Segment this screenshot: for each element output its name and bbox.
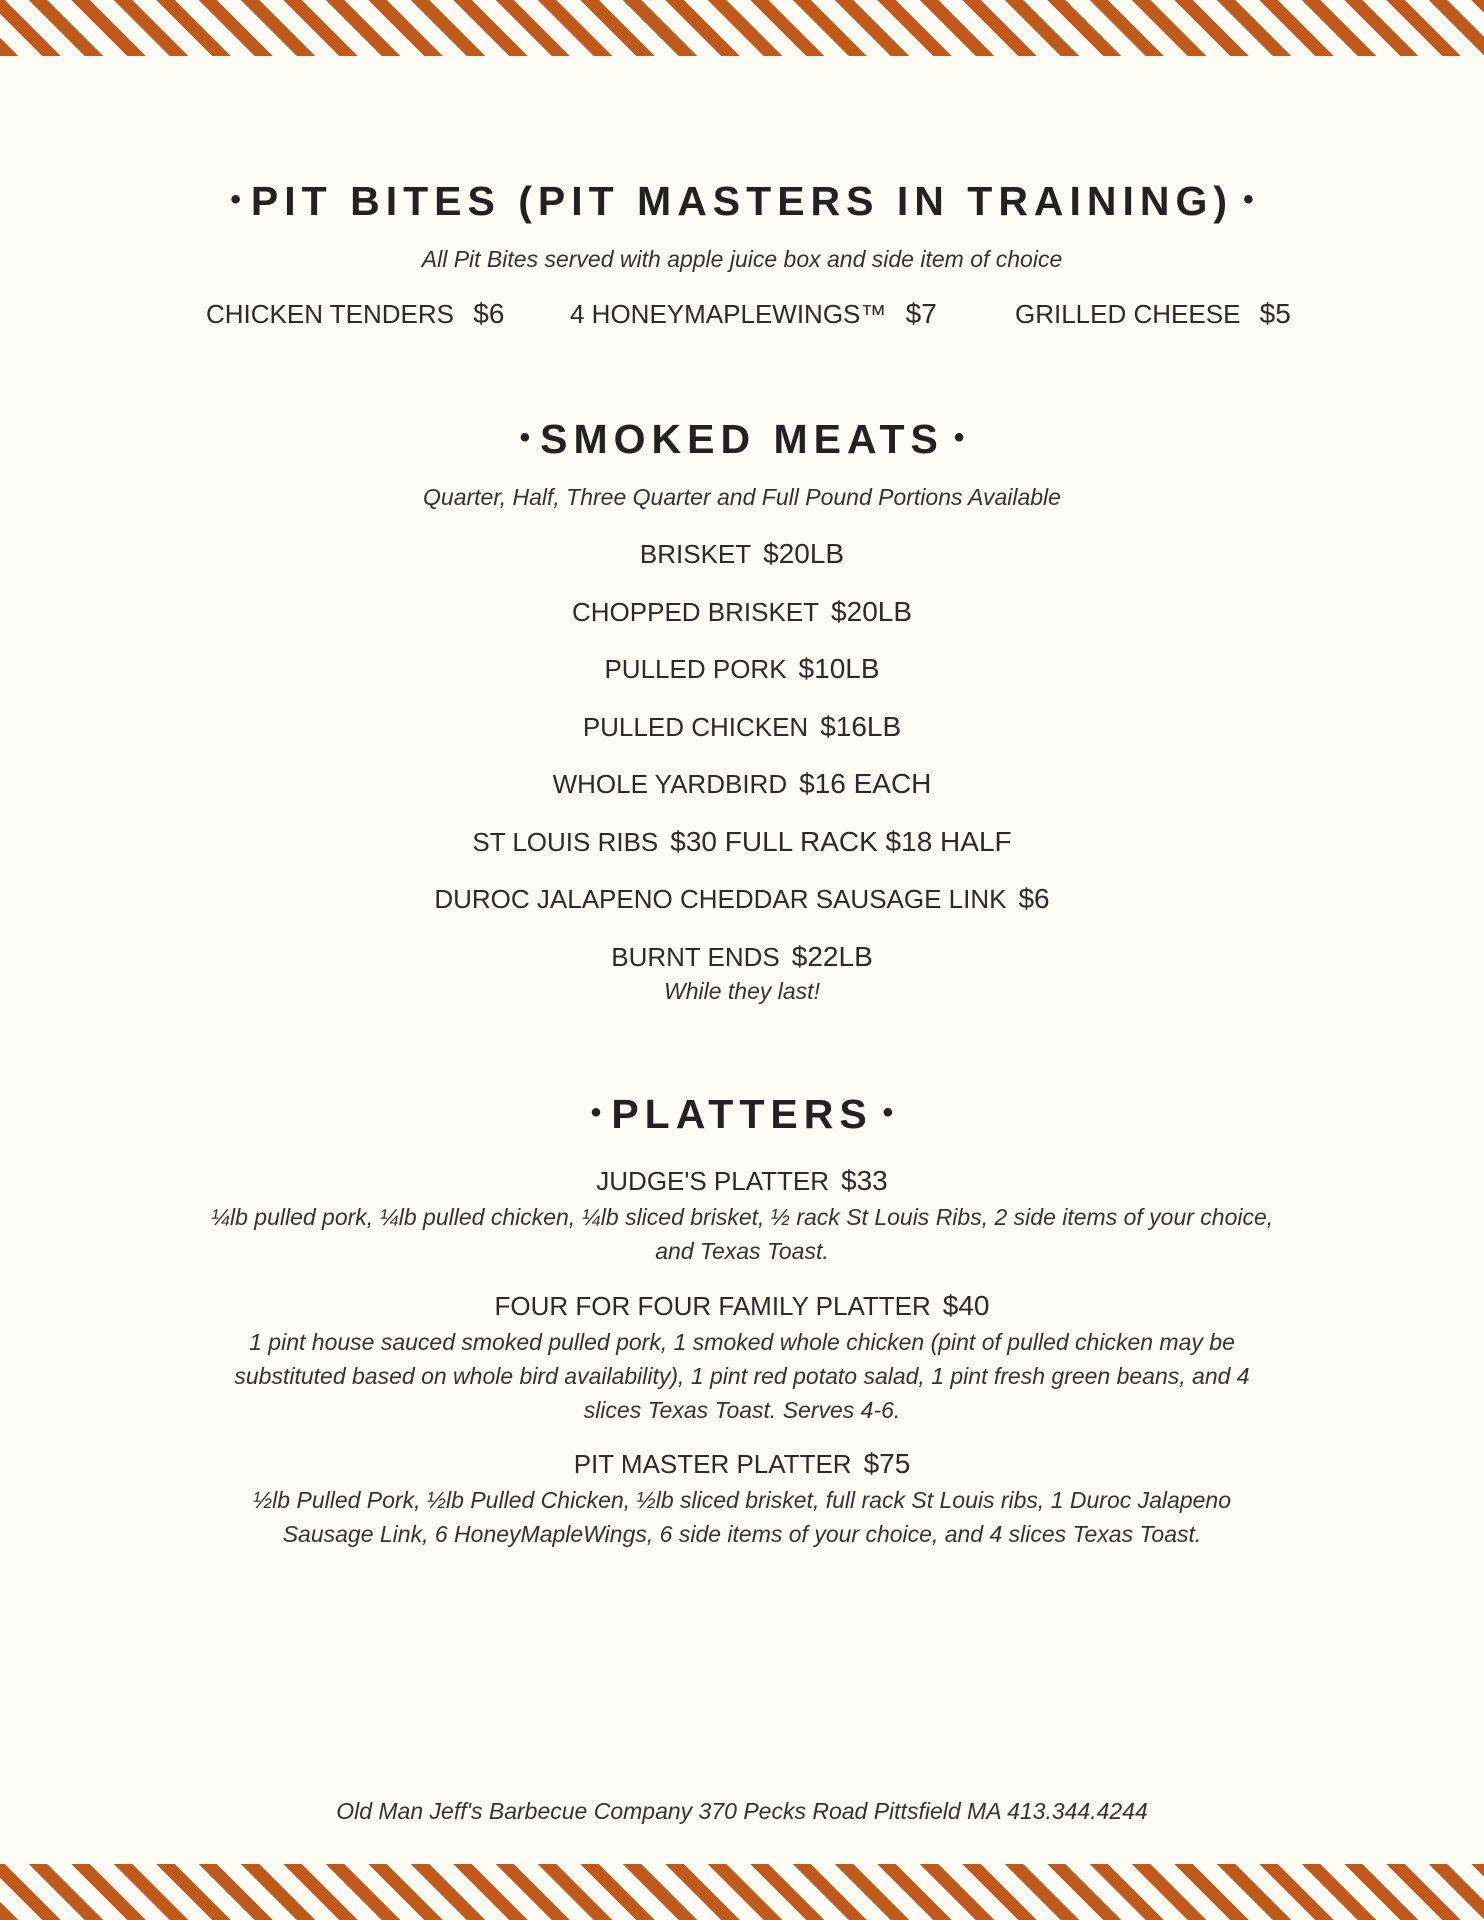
- pit-bites-list: [0, 298, 1484, 338]
- bullet-icon: •: [953, 421, 965, 454]
- platter-name: FOUR FOR FOUR FAMILY PLATTER: [494, 1291, 931, 1321]
- smoked-meats-note: Quarter, Half, Three Quarter and Full Pound Portions Available: [423, 484, 1061, 510]
- item-price: $22LB: [791, 941, 873, 972]
- item-name: WHOLE YARDBIRD: [552, 769, 788, 799]
- item-price: $5: [1259, 298, 1291, 329]
- pit-bites-note: All Pit Bites served with apple juice box and side item of choice: [421, 246, 1063, 272]
- description-line: ½lb Pulled Pork, ½lb Pulled Chicken, ½lb sliced brisket, full rack St Louis ribs, 1 Duroc Jalapeno: [253, 1487, 1231, 1513]
- item-price: $30 FULL RACK $18 HALF: [670, 826, 1012, 857]
- platters-heading: [0, 1091, 1484, 1138]
- description-line: substituted based on whole bird availability), 1 pint red potato salad, 1 pint fresh green beans, and 4: [234, 1363, 1250, 1389]
- item-name: ST LOUIS RIBS: [472, 827, 659, 857]
- list-item: [206, 298, 504, 330]
- list-item: [0, 538, 1484, 570]
- item-name: BRISKET: [639, 539, 752, 569]
- item-price: $20LB: [831, 596, 913, 627]
- item-name: BURNT ENDS: [611, 942, 780, 972]
- burnt-ends-note: While they last!: [664, 978, 820, 1004]
- platter-price: $75: [863, 1448, 911, 1479]
- bullet-icon: •: [230, 183, 241, 216]
- top-stripe-border: [0, 0, 1484, 56]
- platters-title: PLATTERS: [611, 1091, 873, 1137]
- description-line: and Texas Toast.: [655, 1238, 829, 1264]
- item-name: CHOPPED BRISKET: [571, 597, 820, 627]
- list-item: [0, 883, 1484, 915]
- item-price: $20LB: [763, 538, 845, 569]
- list-item: [0, 711, 1484, 743]
- item-name: DUROC JALAPENO CHEDDAR SAUSAGE LINK: [434, 884, 1007, 914]
- smoked-meats-heading: [0, 416, 1484, 463]
- list-item: [0, 653, 1484, 685]
- list-item: [0, 826, 1484, 858]
- description-line: ¼lb pulled pork, ¼lb pulled chicken, ¼lb sliced brisket, ½ rack St Louis Ribs, 2 side items of your choice,: [210, 1204, 1274, 1230]
- pit-bites-title: PIT BITES (PIT MASTERS IN TRAINING): [250, 178, 1234, 224]
- description-line: Sausage Link, 6 HoneyMapleWings, 6 side items of your choice, and 4 slices Texas Toast.: [282, 1521, 1202, 1547]
- item-price: $16 EACH: [799, 768, 932, 799]
- pit-bites-heading: [0, 178, 1484, 225]
- platter-price: $33: [841, 1165, 888, 1196]
- smoked-meats-title: SMOKED MEATS: [540, 416, 944, 462]
- list-item: [0, 596, 1484, 628]
- item-price: $6: [1018, 883, 1050, 914]
- item-price: $7: [905, 298, 937, 329]
- item-price: $10LB: [798, 653, 880, 684]
- bullet-icon: •: [519, 421, 531, 454]
- platter-description: [180, 1325, 1304, 1427]
- bullet-icon: •: [882, 1096, 894, 1129]
- platter-description: [180, 1200, 1304, 1268]
- item-name: PULLED CHICKEN: [582, 712, 809, 742]
- platter-name: JUDGE'S PLATTER: [596, 1166, 830, 1196]
- platter-item: [0, 1290, 1484, 1322]
- item-name: 4 HONEYMAPLEWINGS™: [570, 299, 887, 329]
- bullet-icon: •: [590, 1096, 602, 1129]
- item-name: GRILLED CHEESE: [1015, 299, 1241, 329]
- description-line: slices Texas Toast. Serves 4-6.: [583, 1397, 901, 1423]
- description-line: 1 pint house sauced smoked pulled pork, 1 smoked whole chicken (pint of pulled chicken may be: [249, 1329, 1235, 1355]
- bullet-icon: •: [1243, 183, 1254, 216]
- item-name: CHICKEN TENDERS: [206, 299, 455, 329]
- item-price: $6: [473, 298, 505, 329]
- footer-address: Old Man Jeff's Barbecue Company 370 Pecks Road Pittsfield MA 413.344.4244: [336, 1798, 1148, 1824]
- list-item: [0, 941, 1484, 973]
- bottom-stripe-border: [0, 1864, 1484, 1920]
- platter-price: $40: [942, 1290, 990, 1321]
- list-item: [1015, 298, 1291, 330]
- list-item: [570, 298, 937, 330]
- platter-item: [0, 1448, 1484, 1480]
- item-price: $16LB: [820, 711, 902, 742]
- platter-name: PIT MASTER PLATTER: [573, 1449, 852, 1479]
- platter-item: [0, 1165, 1484, 1197]
- list-item: [0, 768, 1484, 800]
- item-name: PULLED PORK: [604, 654, 787, 684]
- platter-description: [180, 1483, 1304, 1551]
